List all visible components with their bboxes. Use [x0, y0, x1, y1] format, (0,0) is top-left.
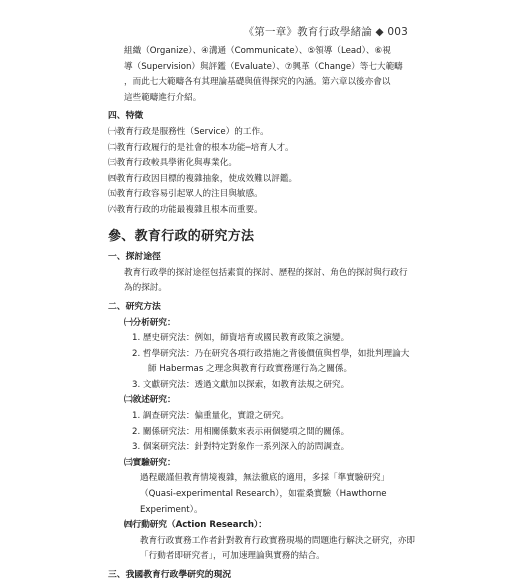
descriptive-item: 2. 關係研究法：用相關係數來表示兩個變項之間的關係。	[132, 426, 350, 437]
subsection-heading-experimental: ㈢實驗研究：	[124, 457, 176, 468]
descriptive-item: 1. 調查研究法：偏重量化，實證之研究。	[132, 411, 290, 422]
approach-paragraph	[108, 266, 416, 297]
subsection-heading-descriptive: ㈡敘述研究：	[124, 395, 176, 406]
feature-item: ㈣教育行政因目標的複雜抽象，使成效難以評鑑。	[108, 173, 298, 184]
feature-item: ㈡教育行政履行的是社會的根本功能─培育人才。	[108, 142, 294, 153]
chapter-heading: 參、教育行政的研究方法	[108, 228, 255, 244]
subsection-heading-action: ㈣行動研究（Action Research）：	[124, 520, 267, 531]
features-list	[108, 125, 416, 219]
analysis-item-continued: 師 Habermas 之理念與教育行政實務運行為之關係。	[148, 364, 353, 375]
subsection-heading-analysis: ㈠分析研究：	[124, 317, 176, 328]
experimental-line: 過程嚴謹但教育情境複雜，無法徹底的適用，多採「準實驗研究」	[140, 473, 390, 484]
intro-line: 組織（Organize）、④溝通（Communicate）、⑤領導（Lead）、⑥視	[124, 46, 391, 56]
intro-line: 導（Supervision）與評鑑（Evaluate）、⑦興革（Change）等七大範疇	[124, 61, 403, 72]
section-heading-methods: 二、研究方法	[108, 301, 161, 312]
section-heading-features: 四、特徵	[108, 111, 144, 122]
descriptive-list	[108, 409, 416, 456]
experimental-line: （Quasi-experimental Research），如霍桑實驗（Hawthorne Experiment）。	[140, 489, 387, 515]
analysis-list	[108, 331, 416, 393]
page-content	[108, 44, 416, 584]
feature-item: ㈥教育行政的功能最複雜且根本而重要。	[108, 204, 263, 215]
descriptive-item: 3. 個案研究法：針對特定對象作一系列深入的訪問調查。	[132, 442, 350, 453]
running-header: 《第一章》教育行政學緒論 ◆ 003	[243, 26, 408, 38]
section-heading-current-status: 三、我國教育行政學研究的現況	[108, 570, 232, 580]
action-line: 教育行政實務工作者針對教育行政實務現場的問題進行解決之研究，亦即	[140, 535, 416, 546]
action-paragraph	[108, 534, 416, 565]
approach-line: 教育行政學的探討途徑包括素質的探討、歷程的探討、角色的探討與行政行	[124, 267, 408, 278]
feature-item: ㈠教育行政是服務性（Service）的工作。	[108, 126, 269, 137]
intro-line: ，而此七大範疇各有其理論基礎與值得探究的內涵。第六章以後亦會以	[124, 77, 391, 88]
analysis-item: 1. 歷史研究法：例如，師資培育或國民教育政策之演變。	[132, 333, 350, 344]
analysis-item: 3. 文獻研究法：透過文獻加以探索，如教育法規之研究。	[132, 379, 350, 390]
feature-item: ㈤教育行政容易引起眾人的注目與敏感。	[108, 189, 263, 200]
section-heading-approach: 一、探討途徑	[108, 252, 161, 263]
feature-item: ㈢教育行政較具學術化與專業化。	[108, 158, 237, 169]
intro-line: 這些範疇進行介紹。	[124, 92, 202, 103]
experimental-paragraph	[108, 471, 416, 518]
action-line: 「行動者即研究者」，可加速理論與實務的結合。	[140, 551, 325, 562]
intro-paragraph	[108, 44, 416, 106]
analysis-item: 2. 哲學研究法：乃在研究各項行政措施之背後價值與哲學，如批判理論大	[132, 348, 410, 359]
approach-line: 為的探討。	[124, 283, 167, 294]
